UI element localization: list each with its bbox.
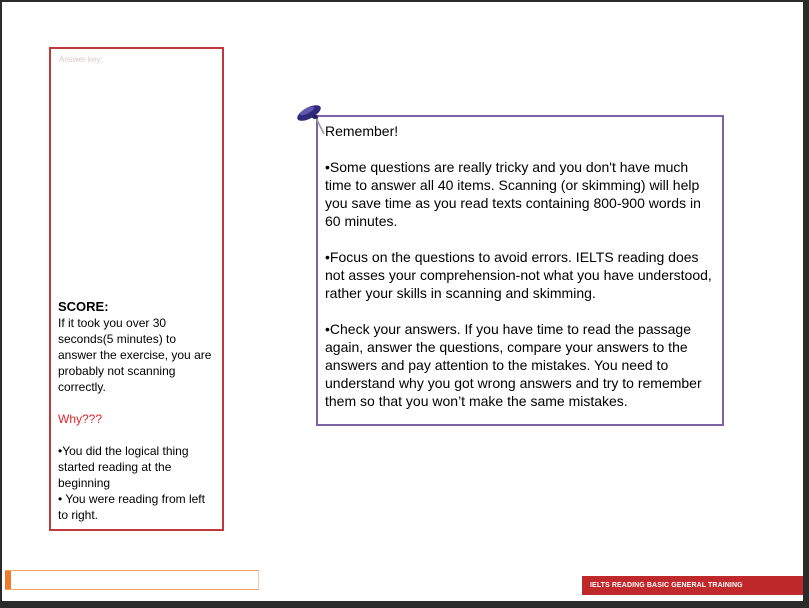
remember-paragraph-2: •Focus on the questions to avoid errors. IELTS reading does not asses your comprehension-not what you have understood, rather your skills in scanning and skimming.	[325, 249, 712, 301]
remember-paragraph-1: •Some questions are really tricky and you don't have much time to answer all 40 items. Scanning (or skimming) will help you save time as you read texts containing 800-900 words in 60 minutes.	[325, 159, 701, 229]
remember-title: Remember!	[325, 123, 399, 139]
pushpin-icon	[295, 101, 331, 137]
remember-paragraph-3: •Check your answers. If you have time to read the passage again, answer the questions, compare your answers to the answers and pay attention to the mistakes. You need to understand why you got wrong answers and try to remember them so that you won’t make the same mistakes.	[325, 321, 702, 409]
answer-key-label: Answer key:	[59, 55, 103, 64]
remember-panel	[316, 115, 724, 426]
reason-item-1: •You did the logical thing started reading at the beginning	[58, 444, 189, 490]
score-block	[58, 298, 218, 523]
footer-banner: IELTS READING BASIC GENERAL TRAINING	[582, 576, 803, 595]
score-text: If it took you over 30 seconds(5 minutes) to answer the exercise, you are probably not scanning correctly.	[58, 316, 212, 394]
score-title: SCORE:	[58, 299, 109, 314]
bottom-accent-stripe	[5, 571, 11, 589]
score-panel	[49, 47, 224, 531]
bottom-accent-bar	[5, 570, 259, 590]
reason-item-2: • You were reading from left to right.	[58, 492, 205, 522]
why-label: Why???	[58, 412, 103, 426]
